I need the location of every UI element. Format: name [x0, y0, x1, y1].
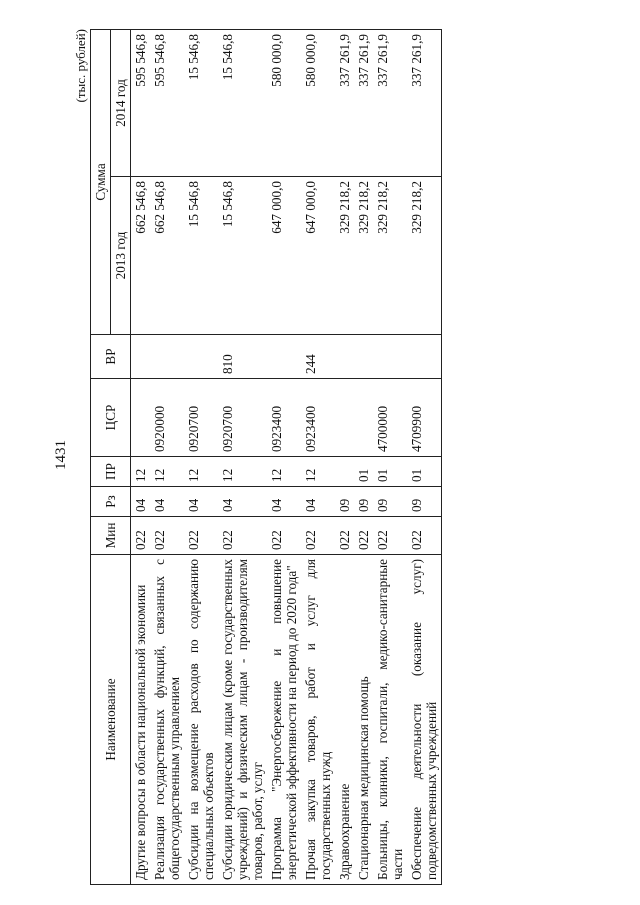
row-vr	[335, 335, 354, 379]
row-rz: 04	[218, 487, 267, 517]
row-sum-2013: 329 218,2	[354, 177, 373, 335]
row-sum-2013: 329 218,2	[373, 177, 407, 335]
row-name: Субсидии юридическим лицам (кроме государственных учреждений) и физическим лицам - производителям товаров, работ, услуг	[218, 555, 267, 885]
table-row	[150, 30, 184, 885]
table-header	[91, 30, 131, 885]
row-name: Больницы, клиники, госпитали, медико-санитарные части	[373, 555, 407, 885]
row-min: 022	[354, 517, 373, 555]
row-sum-2013: 329 218,2	[407, 177, 442, 335]
header-pr: ПР	[91, 457, 131, 487]
row-rz: 09	[354, 487, 373, 517]
row-csr	[335, 379, 354, 457]
table-body	[131, 30, 442, 885]
row-sum-2014: 337 261,9	[335, 30, 354, 177]
unit-note: (тыс. рублей)	[73, 29, 88, 103]
header-name: Наименование	[91, 555, 131, 885]
row-csr	[131, 379, 151, 457]
header-vr: ВР	[91, 335, 131, 379]
row-csr: 0923400	[301, 379, 335, 457]
header-year-2014: 2014 год	[111, 30, 131, 177]
row-rz: 04	[131, 487, 151, 517]
row-name: Здравоохранение	[335, 555, 354, 885]
header-sum: Сумма	[91, 30, 111, 335]
table-row	[354, 30, 373, 885]
row-min: 022	[373, 517, 407, 555]
row-sum-2014: 595 546,8	[150, 30, 184, 177]
row-rz: 04	[267, 487, 301, 517]
row-vr	[407, 335, 442, 379]
row-name: Реализация государственных функций, связанных с общегосударственным управлением	[150, 555, 184, 885]
row-rz: 04	[184, 487, 218, 517]
row-min: 022	[131, 517, 151, 555]
row-pr: 12	[131, 457, 151, 487]
row-sum-2013: 15 546,8	[218, 177, 267, 335]
table-row	[373, 30, 407, 885]
row-sum-2013: 662 546,8	[131, 177, 151, 335]
row-sum-2014: 337 261,9	[354, 30, 373, 177]
table-row	[131, 30, 151, 885]
row-sum-2013: 329 218,2	[335, 177, 354, 335]
header-rz: Рз	[91, 487, 131, 517]
row-rz: 04	[150, 487, 184, 517]
row-min: 022	[150, 517, 184, 555]
row-rz: 04	[301, 487, 335, 517]
row-csr: 0923400	[267, 379, 301, 457]
row-pr: 12	[301, 457, 335, 487]
header-year-2013: 2013 год	[111, 177, 131, 335]
row-min: 022	[407, 517, 442, 555]
row-csr: 0920000	[150, 379, 184, 457]
row-csr: 4709900	[407, 379, 442, 457]
row-name: Субсидии на возмещение расходов по содержанию специальных объектов	[184, 555, 218, 885]
row-pr: 01	[354, 457, 373, 487]
row-sum-2014: 580 000,0	[301, 30, 335, 177]
row-vr: 244	[301, 335, 335, 379]
row-name: Прочая закупка товаров, работ и услуг для государственных нужд	[301, 555, 335, 885]
page-number: 1431	[53, 440, 69, 470]
row-csr: 0920700	[184, 379, 218, 457]
row-name: Программа "Энергосбережение и повышение энергетической эффективности на период до 2020 года"	[267, 555, 301, 885]
budget-table	[90, 29, 442, 885]
table-row	[407, 30, 442, 885]
table-row	[218, 30, 267, 885]
row-min: 022	[184, 517, 218, 555]
row-min: 022	[301, 517, 335, 555]
row-rz: 09	[335, 487, 354, 517]
row-sum-2014: 337 261,9	[407, 30, 442, 177]
row-vr	[184, 335, 218, 379]
row-pr: 12	[218, 457, 267, 487]
row-csr: 4700000	[373, 379, 407, 457]
row-pr	[335, 457, 354, 487]
row-pr: 12	[150, 457, 184, 487]
header-min: Мин	[91, 517, 131, 555]
row-vr	[150, 335, 184, 379]
row-pr: 01	[407, 457, 442, 487]
row-vr	[267, 335, 301, 379]
row-min: 022	[335, 517, 354, 555]
row-name: Стационарная медицинская помощь	[354, 555, 373, 885]
row-sum-2013: 15 546,8	[184, 177, 218, 335]
row-sum-2014: 15 546,8	[218, 30, 267, 177]
row-sum-2014: 337 261,9	[373, 30, 407, 177]
table-row	[301, 30, 335, 885]
row-rz: 09	[407, 487, 442, 517]
row-name: Другие вопросы в области национальной экономики	[131, 555, 151, 885]
row-vr	[131, 335, 151, 379]
row-vr: 810	[218, 335, 267, 379]
row-sum-2013: 662 546,8	[150, 177, 184, 335]
row-rz: 09	[373, 487, 407, 517]
row-min: 022	[267, 517, 301, 555]
row-vr	[373, 335, 407, 379]
row-pr: 12	[267, 457, 301, 487]
row-vr	[354, 335, 373, 379]
table-row	[267, 30, 301, 885]
row-csr	[354, 379, 373, 457]
row-sum-2014: 595 546,8	[131, 30, 151, 177]
row-sum-2014: 580 000,0	[267, 30, 301, 177]
row-sum-2013: 647 000,0	[267, 177, 301, 335]
document-page	[45, 25, 605, 885]
row-min: 022	[218, 517, 267, 555]
header-csr: ЦСР	[91, 379, 131, 457]
row-pr: 01	[373, 457, 407, 487]
row-csr: 0920700	[218, 379, 267, 457]
row-name: Обеспечение деятельности (оказание услуг) подведомственных учреждений	[407, 555, 442, 885]
row-pr: 12	[184, 457, 218, 487]
row-sum-2014: 15 546,8	[184, 30, 218, 177]
row-sum-2013: 647 000,0	[301, 177, 335, 335]
table-row	[335, 30, 354, 885]
table-row	[184, 30, 218, 885]
